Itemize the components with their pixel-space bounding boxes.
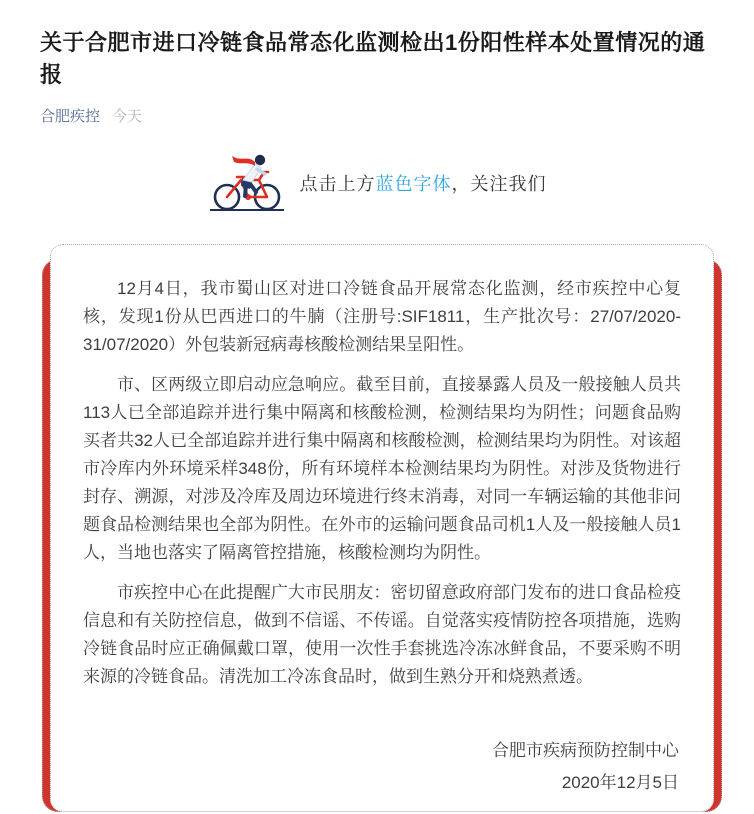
- bicycle-icon: [208, 151, 286, 215]
- banner-highlight: 蓝色字体: [375, 173, 452, 194]
- notice-card: [50, 244, 714, 812]
- notice-paragraph-1: 12月4日，我市蜀山区对进口冷链食品开展常态化监测，经市疾控中心复核，发现1份从巴西进口的牛腩（注册号:SIF1811，生产批次号：27/07/2020-31/07/2020）外包装新冠病毒核酸检测结果呈阳性。: [83, 278, 681, 354]
- article-title: 关于合肥市进口冷链食品常态化监测检出1份阳性样本处置情况的通报: [40, 30, 706, 87]
- signature-block: [83, 735, 681, 799]
- byline: [40, 105, 714, 126]
- signature-date: 2020年12月5日: [561, 772, 679, 792]
- follow-banner-text: [300, 170, 547, 196]
- follow-banner: [0, 148, 754, 218]
- author-link[interactable]: 合肥疾控: [40, 107, 101, 125]
- notice-box: [42, 244, 722, 812]
- banner-prefix: 点击上方: [299, 173, 376, 194]
- publish-date: 今天: [112, 107, 143, 125]
- banner-suffix: ，关注我们: [451, 173, 547, 194]
- notice-paragraph-2: 市、区两级立即启动应急响应。截至目前，直接暴露人员及一般接触人员共113人已全部追踪并进行集中隔离和核酸检测，检测结果均为阴性；问题食品购买者共32人已全部追踪并进行集中隔离和核酸检测，检测结果均为阴性。对该超市冷库内外环境采样348份，所有环境样本检测结果均为阴性。对涉及货物进行封存、溯源，对涉及冷库及周边环境进行终末消毒，对同一车辆运输的其他非问题食品检测结果也全部为阴性。在外市的运输问题食品司机1人及一般接触人员1人，当地也落实了隔离管控措施，核酸检测均为阴性。: [83, 374, 681, 562]
- signature-org: 合肥市疾病预防控制中心: [492, 740, 679, 760]
- notice-paragraph-3: 市疾控中心在此提醒广大市民朋友：密切留意政府部门发布的进口食品检疫信息和有关防控信息，做到不信谣、不传谣。自觉落实疫情防控各项措施，选购冷链食品时应正确佩戴口罩，使用一次性手套挑选冷冻冰鲜食品，不要采购不明来源的冷链食品。清洗加工冷冻食品时，做到生熟分开和烧熟煮透。: [83, 582, 681, 686]
